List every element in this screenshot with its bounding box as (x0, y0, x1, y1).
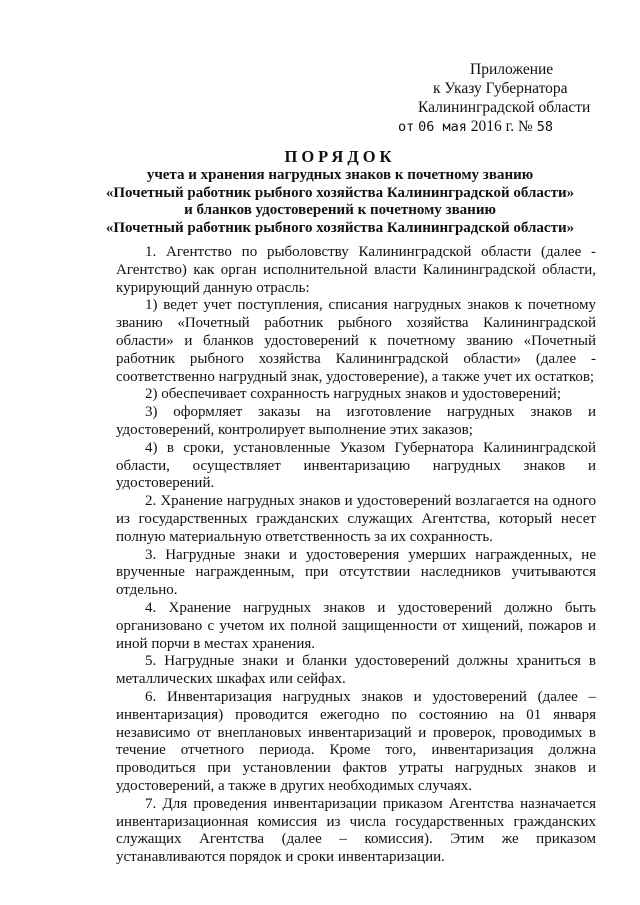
document-body (116, 244, 596, 867)
date-prefix: от (398, 119, 415, 135)
paragraph: 5. Нагрудные знаки и бланки удостоверений должны храниться в металлических шкафах или сейфах. (116, 653, 596, 688)
paragraph: 4) в сроки, установленные Указом Губернатора Калининградской области, осуществляет инвентаризацию нагрудных знаков и удостоверений. (116, 439, 596, 492)
subtitle-line: и бланков удостоверений к почетному званию (184, 202, 496, 218)
paragraph: 7. Для проведения инвентаризации приказом Агентства назначается инвентаризационная комиссия из числа государственных гражданских служащих Агентства (далее – комиссия). Этим же приказом устанавливаются порядок и сроки инвентаризации. (116, 795, 596, 866)
number-sign: № (518, 118, 533, 135)
decree-number: 58 (536, 119, 553, 135)
paragraph: 6. Инвентаризация нагрудных знаков и удостоверений (далее – инвентаризация) проводится ежегодно по состоянию на 01 января независимо от внеплановых инвентаризаций и проверок, проводимых в течение отчетного периода. Кроме того, инвентаризация должна проводиться при установлении фактов утраты нагрудных знаков и удостоверений, а также в других необходимых случаях. (116, 688, 596, 794)
paragraph: 1) ведет учет поступления, списания нагрудных знаков к почетному званию «Почетный работник рыбного хозяйства Калининградской области» и бланков удостоверений к почетному званию «Почетный работник рыбного хозяйства Калининградской области» (далее - соответственно нагрудный знак, удостоверение), а также учет их остатков; (116, 297, 596, 385)
date-year: 2016 г. (470, 118, 515, 135)
document-title: ПОРЯДОК (284, 147, 396, 166)
subtitle-line: «Почетный работник рыбного хозяйства Калининградской области» (105, 219, 575, 236)
appendix-date-line (398, 117, 618, 137)
date-value: 06 мая (418, 119, 467, 135)
title-block (100, 147, 580, 237)
paragraph: 3) оформляет заказы на изготовление нагрудных знаков и удостоверений, контролирует выполнение этих заказов; (116, 404, 596, 438)
paragraph: 2. Хранение нагрудных знаков и удостоверений возлагается на одного из государственных гражданских служащих Агентства, который несет полную материальную ответственность за их сохранность. (116, 493, 596, 545)
appendix-line: Калининградской области (418, 99, 591, 116)
appendix-line: к Указу Губернатора (433, 80, 568, 97)
subtitle-line: учета и хранения нагрудных знаков к почетному званию (146, 167, 534, 183)
appendix-line: Приложение (470, 61, 554, 78)
subtitle-line: «Почетный работник рыбного хозяйства Калининградской области» (105, 184, 575, 201)
paragraph: 4. Хранение нагрудных знаков и удостоверений должно быть организовано с учетом их полной защищенности от хищений, пожаров и иной порчи в местах хранения. (116, 599, 596, 652)
paragraph: 2) обеспечивает сохранность нагрудных знаков и удостоверений; (145, 386, 561, 403)
appendix-block (398, 60, 618, 137)
paragraph: 3. Нагрудные знаки и удостоверения умерших награжденных, не врученные награжденным, при отсутствии наследников учитываются отдельно. (116, 546, 596, 599)
paragraph: 1. Агентство по рыболовству Калининградской области (далее - Агентство) как орган исполнительной власти Калининградской области, курирующий данную отрасль: (116, 244, 596, 296)
